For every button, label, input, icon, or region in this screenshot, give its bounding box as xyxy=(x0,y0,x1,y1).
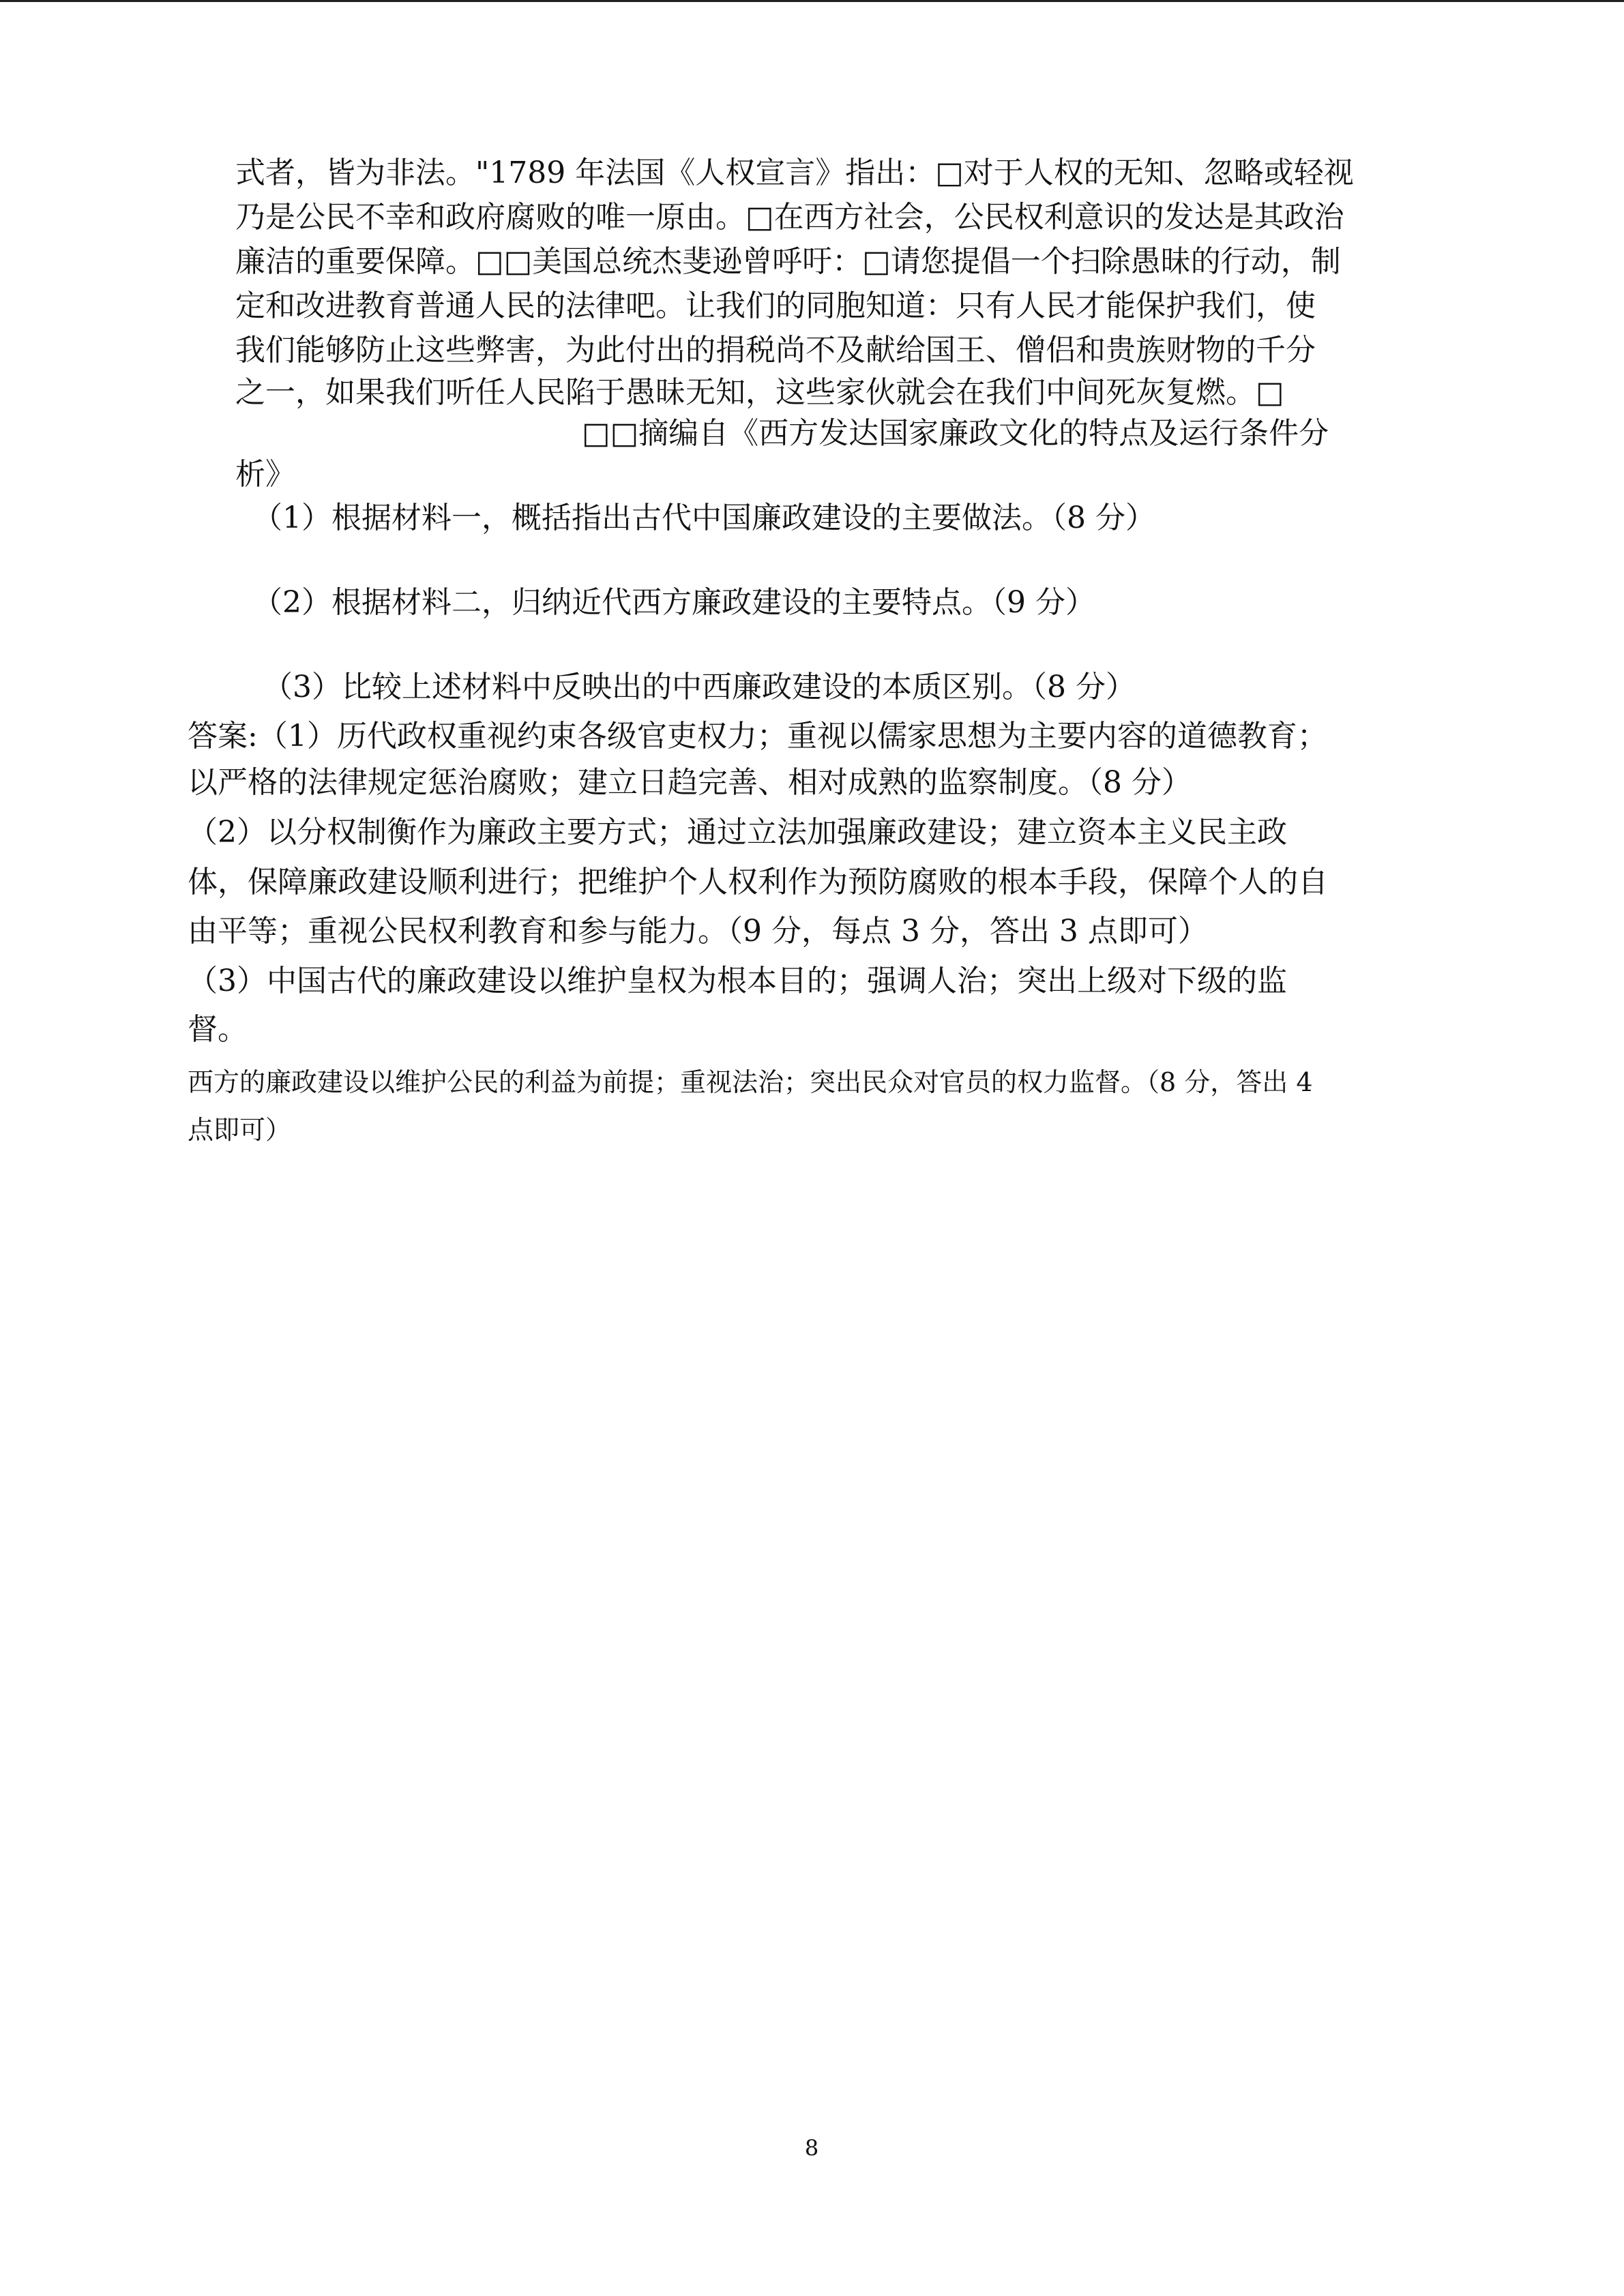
material-line-6: 之一，如果我们听任人民陷于愚昧无知，这些家伙就会在我们中间死灰复燃。□ xyxy=(235,375,1284,410)
answer-line-4: 体，保障廉政建设顺利进行；把维护个人权利作为预防腐败的根本手段，保障个人的自 xyxy=(188,865,1328,899)
answer-small-line-1: 西方的廉政建设以维护公民的利益为前提；重视法治；突出民众对官员的权力监督。（8 分，答出 4 xyxy=(188,1067,1313,1097)
material-source-line-1: □□摘编自《西方发达国家廉政文化的特点及运行条件分 xyxy=(582,416,1329,451)
material-source-line-2: 析》 xyxy=(235,457,295,492)
question-2: （2）根据材料二，归纳近代西方廉政建设的主要特点。（9 分） xyxy=(252,585,1095,620)
question-1: （1）根据材料一，概括指出古代中国廉政建设的主要做法。（8 分） xyxy=(252,501,1155,535)
material-line-5: 我们能够防止这些弊害，为此付出的捐税尚不及献给国王、僧侣和贵族财物的千分 xyxy=(235,333,1316,368)
answer-line-3: （2）以分权制衡作为廉政主要方式；通过立法加强廉政建设；建立资本主义民主政 xyxy=(188,815,1287,850)
answer-line-7: 督。 xyxy=(188,1012,248,1047)
material-line-3: 廉洁的重要保障。□□美国总统杰斐逊曾呼吁：□请您提倡一个扫除愚昧的行动，制 xyxy=(235,244,1341,279)
material-line-1: 式者，皆为非法。"1789 年法国《人权宣言》指出：□对于人权的无知、忽略或轻视 xyxy=(235,155,1354,190)
page-number: 8 xyxy=(804,2135,819,2161)
top-border-line xyxy=(0,0,1624,2)
answer-line-5: 由平等；重视公民权利教育和参与能力。（9 分，每点 3 分，答出 3 点即可） xyxy=(188,914,1208,949)
material-line-2: 乃是公民不幸和政府腐败的唯一原由。□在西方社会，公民权利意识的发达是其政治 xyxy=(235,200,1344,235)
question-3: （3）比较上述材料中反映出的中西廉政建设的本质区别。（8 分） xyxy=(263,670,1136,704)
answer-line-2: 以严格的法律规定惩治腐败；建立日趋完善、相对成熟的监察制度。（8 分） xyxy=(188,765,1192,800)
answer-line-1: 答案:（1）历代政权重视约束各级官吏权力；重视以儒家思想为主要内容的道德教育； xyxy=(188,719,1327,754)
answer-small-line-2: 点即可） xyxy=(188,1115,292,1145)
answer-line-6: （3）中国古代的廉政建设以维护皇权为根本目的；强调人治；突出上级对下级的监 xyxy=(188,964,1287,998)
material-line-4: 定和改进教育普通人民的法律吧。让我们的同胞知道：只有人民才能保护我们，使 xyxy=(235,288,1316,323)
